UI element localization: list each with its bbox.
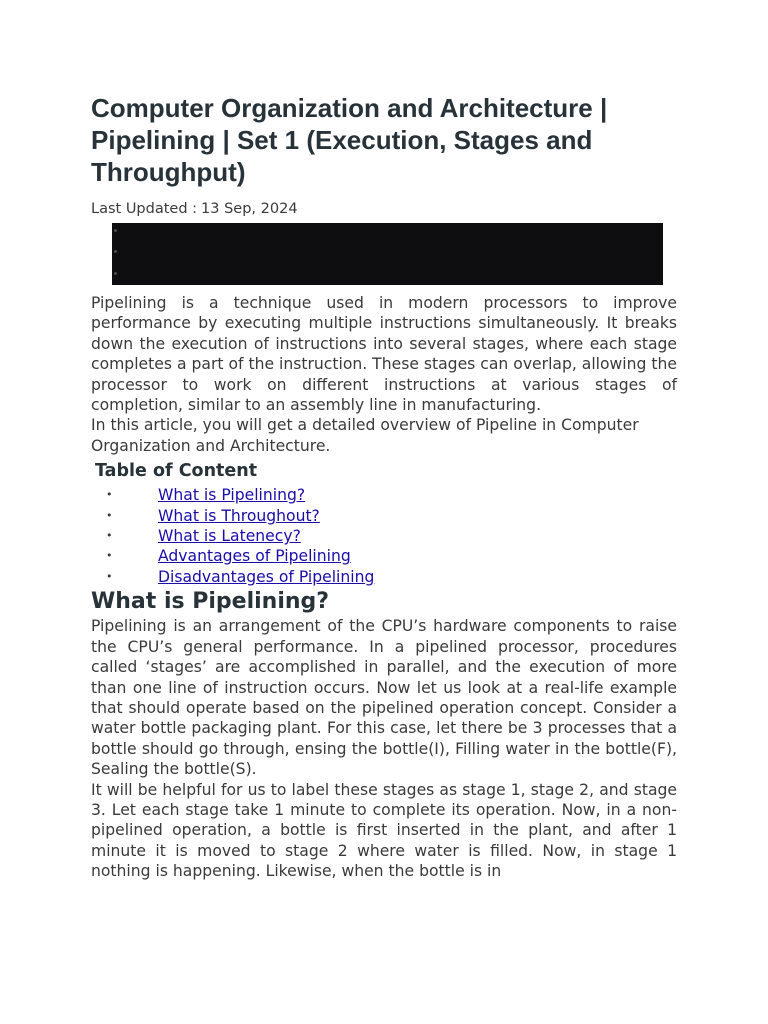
stages-paragraph: It will be helpful for us to label these stages as stage 1, stage 2, and stage 3. Let each stage take 1 minute to complete its operation. Now, in a non-pipelined operation, a bottle is first inserted in the plant, and after 1 minute it is moved to stage 2 where water is filled. Now, in stage 1 nothing is happening. Likewise, when the bottle is in [91,780,677,881]
bullet-icon: • [106,569,113,583]
toc-item-what-is-pipelining [106,485,677,505]
toc-title: Table of Content [95,461,258,482]
article-container [91,92,677,882]
toc-item-disadvantages [106,567,677,587]
toc-link-disadvantages[interactable]: Disadvantages of Pipelining [158,567,375,586]
toc-item-advantages [106,546,677,566]
bullet-icon: • [106,508,113,522]
last-updated [91,200,677,218]
bullet-icon: • [106,488,113,502]
overview-paragraph: In this article, you will get a detailed overview of Pipeline in Computer Organization and Architecture. [91,416,639,455]
last-updated-label: Last Updated : [91,201,198,217]
bullet-icon: • [106,529,113,543]
toc-link-what-is-latenecy[interactable]: What is Latenecy? [158,527,301,546]
pipelining-paragraph: Pipelining is an arrangement of the CPU’s hardware components to raise the CPU’s general performance. In a pipelined processor, procedures called ‘stages’ are accomplished in parallel, and the execution of more than one line of instruction occurs. Now let us look at a real-life example that should operate based on the pipelined operation concept. Consider a water bottle packaging plant. For this case, let there be 3 processes that a bottle should go through, ensing the bottle(I), Filling water in the bottle(F), Sealing the bottle(S). [91,617,677,779]
video-control-dot [114,229,117,232]
intro-paragraph: Pipelining is a technique used in modern processors to improve performance by executing multiple instructions simultaneously. It breaks down the execution of instructions into several stages, where each stage completes a part of the instruction. These stages can overlap, allowing the processor to work on different instructions at various stages of completion, similar to an assembly line in manufacturing. [91,294,677,415]
video-player[interactable] [112,223,663,285]
toc-link-what-is-pipelining[interactable]: What is Pipelining? [158,486,306,505]
section-heading-what-is-pipelining: What is Pipelining? [91,589,330,615]
toc-link-advantages[interactable]: Advantages of Pipelining [158,547,351,566]
bullet-icon: • [106,549,113,563]
toc-list [91,485,677,587]
video-control-dot [114,272,117,275]
toc-item-what-is-throughout [106,506,677,526]
page-title: Computer Organization and Architecture | Pipelining | Set 1 (Execution, Stages and Throughput) [91,93,608,187]
toc-item-what-is-latenecy [106,526,677,546]
toc-link-what-is-throughout[interactable]: What is Throughout? [158,506,320,525]
last-updated-date: 13 Sep, 2024 [201,201,298,217]
video-control-dot [114,250,117,253]
